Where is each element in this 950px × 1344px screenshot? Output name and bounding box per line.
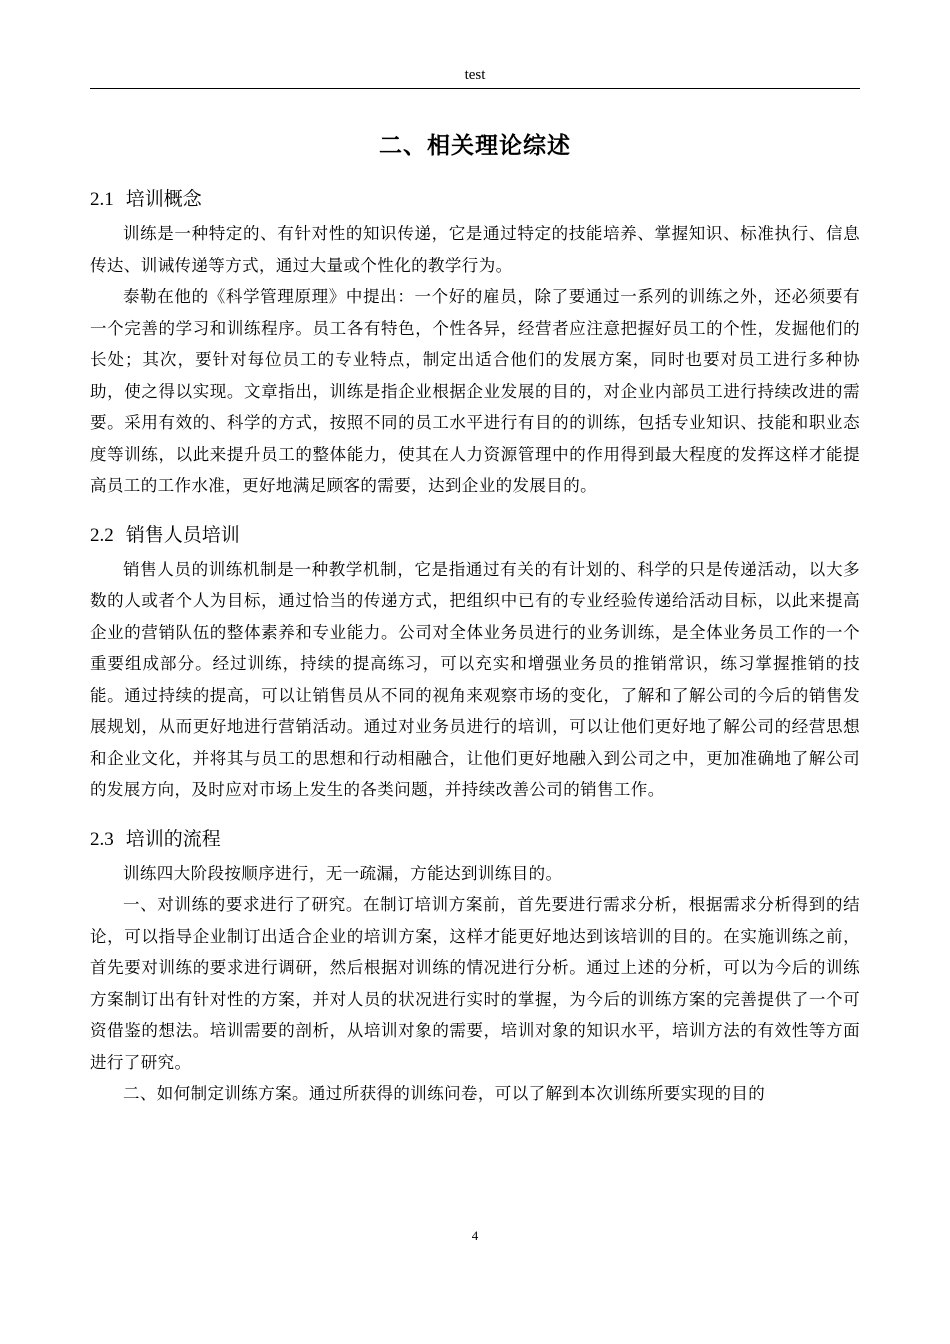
section-heading	[90, 820, 860, 858]
section-2-2	[90, 516, 860, 806]
page-content	[90, 128, 860, 1110]
section-heading	[90, 180, 860, 218]
section-2-1	[90, 180, 860, 502]
paragraph: 销售人员的训练机制是一种教学机制，它是指通过有关的有计划的、科学的只是传递活动，以大多数的人或者个人为目标，通过恰当的传递方式，把组织中已有的专业经验传递给活动目标，以此来提高企业的营销队伍的整体素养和专业能力。公司对全体业务员进行的业务训练，是全体业务员工作的一个重要组成部分。经过训练，持续的提高练习，可以充实和增强业务员的推销常识，练习掌握推销的技能。通过持续的提高，可以让销售员从不同的视角来观察市场的变化，了解和了解公司的今后的销售发展规划，从而更好地进行营销活动。通过对业务员进行的培训，可以让他们更好地了解公司的经营思想和企业文化，并将其与员工的思想和行动相融合，让他们更好地融入到公司之中，更加准确地了解公司的发展方向，及时应对市场上发生的各类问题，并持续改善公司的销售工作。	[90, 559, 860, 799]
section-2-3	[90, 820, 860, 1110]
page-number: 4	[471, 1228, 479, 1243]
page-header: test	[464, 67, 486, 83]
section-heading	[90, 516, 860, 554]
section-number: 2.1	[90, 189, 114, 210]
header-rule	[90, 88, 860, 89]
section-number: 2.3	[90, 828, 114, 850]
paragraph: 二、如何制定训练方案。通过所获得的训练问卷，可以了解到本次训练所要实现的目的	[123, 1084, 766, 1103]
chapter-title: 二、相关理论综述	[379, 133, 571, 159]
section-number: 2.2	[90, 524, 114, 546]
section-title: 销售人员培训	[125, 523, 240, 546]
paragraph: 训练四大阶段按顺序进行，无一疏漏，方能达到训练目的。	[123, 863, 563, 883]
section-title: 培训的流程	[125, 827, 221, 850]
paragraph: 泰勒在他的《科学管理原理》中提出：一个好的雇员，除了要通过一系列的训练之外，还必须要有一个完善的学习和训练程序。员工各有特色，个性各异，经营者应注意把握好员工的个性，发掘他们的长处；其次，要针对每位员工的专业特点，制定出适合他们的发展方案，同时也要对员工进行多种协助，使之得以实现。文章指出，训练是指企业根据企业发展的目的，对企业内部员工进行持续改进的需要。采用有效的、科学的方式，按照不同的员工水平进行有目的的训练，包括专业知识、技能和职业态度等训练，以此来提升员工的整体能力，使其在人力资源管理中的作用得到最大程度的发挥这样才能提高员工的工作水准，更好地满足顾客的需要，达到企业的发展目的。	[90, 287, 860, 495]
paragraph: 一、对训练的要求进行了研究。在制订培训方案前，首先要进行需求分析，根据需求分析得到的结论，可以指导企业制订出适合企业的培训方案，这样才能更好地达到该培训的目的。在实施训练之前，首先要对训练的要求进行调研，然后根据对训练的情况进行分析。通过上述的分析，可以为今后的训练方案制订出有针对性的方案，并对人员的状况进行实时的掌握，为今后的训练方案的完善提供了一个可资借鉴的想法。培训需要的剖析，从培训对象的需要，培训对象的知识水平，培训方法的有效性等方面进行了研究。	[90, 895, 860, 1072]
paragraph: 训练是一种特定的、有针对性的知识传递，它是通过特定的技能培养、掌握知识、标准执行、信息传达、训诫传递等方式，通过大量或个性化的教学行为。	[90, 224, 860, 275]
section-title: 培训概念	[125, 188, 202, 210]
